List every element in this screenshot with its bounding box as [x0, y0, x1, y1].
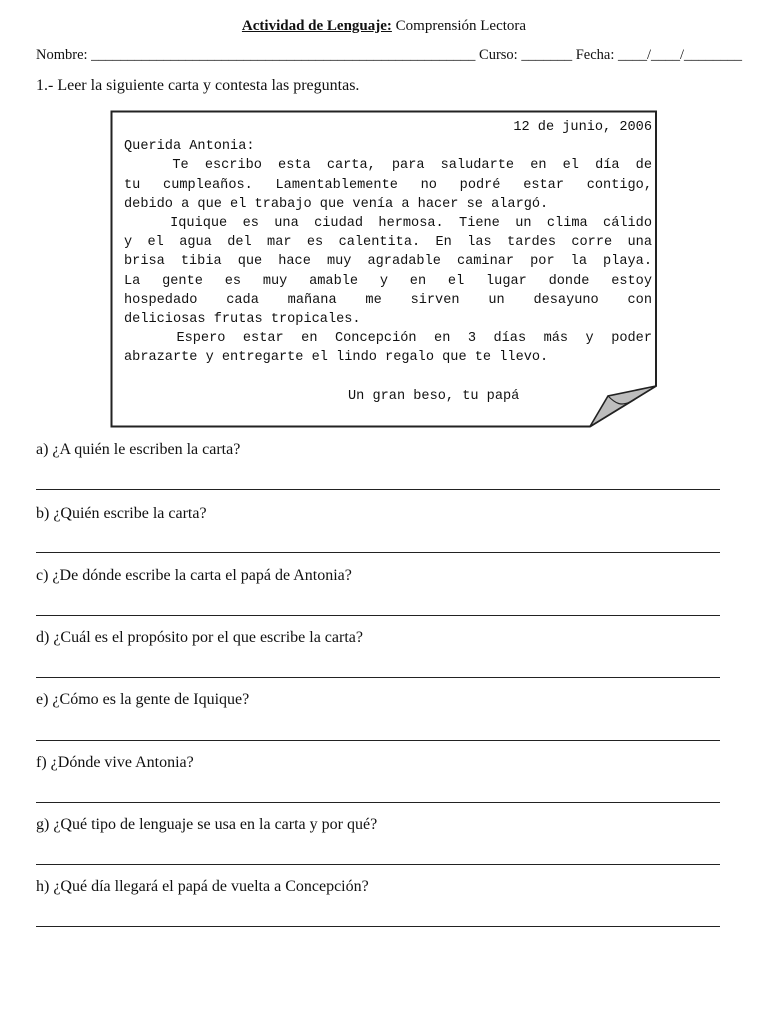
answer-line-e[interactable]: [36, 740, 720, 741]
letter-line: La gente es muy amable y en el lugar donde estoy: [124, 273, 652, 289]
letter-line: abrazarte y entregarte el lindo regalo que te llevo.: [124, 350, 549, 366]
title-rest: Comprensión Lectora: [395, 18, 527, 34]
letter-line: Espero estar en Concepción en 3 días más y poder: [124, 331, 652, 347]
letter-line: debido a que el trabajo que venía a hacer se alargó.: [124, 196, 549, 212]
worksheet-title: [0, 18, 768, 35]
letter-greeting: Querida Antonia:: [124, 139, 255, 155]
answer-line-d[interactable]: [36, 677, 720, 678]
instruction: 1.- Leer la siguiente carta y contesta las preguntas.: [36, 77, 360, 94]
letter-signature: Un gran beso, tu papá: [348, 388, 520, 404]
question-h: h) ¿Qué día llegará el papá de vuelta a Concepción?: [36, 878, 369, 895]
letter-line: deliciosas frutas tropicales.: [124, 312, 361, 328]
letter-date: 12 de junio, 2006: [513, 120, 652, 135]
question-e: e) ¿Cómo es la gente de Iquique?: [36, 691, 250, 708]
letter-line: brisa tibia que hace muy agradable caminar por la playa.: [124, 254, 652, 270]
letter-line: tu cumpleaños. Lamentablemente no podré estar contigo,: [124, 177, 652, 193]
letter-text: [124, 118, 652, 406]
letter-line: hospedado cada mañana me sirven un desayuno con: [124, 292, 652, 308]
answer-line-h[interactable]: [36, 926, 720, 927]
letter-line: y el agua del mar es calentita. En las tardes corre una: [124, 235, 652, 251]
question-g: g) ¿Qué tipo de lenguaje se usa en la carta y por qué?: [36, 816, 378, 833]
question-c: c) ¿De dónde escribe la carta el papá de Antonia?: [36, 567, 352, 584]
answer-line-b[interactable]: [36, 552, 720, 553]
title-bold: Actividad de Lenguaje:: [241, 18, 392, 34]
question-a: a) ¿A quién le escriben la carta?: [36, 441, 241, 458]
question-b: b) ¿Quién escribe la carta?: [36, 505, 207, 522]
answer-line-f[interactable]: [36, 802, 720, 803]
answer-line-g[interactable]: [36, 864, 720, 865]
letter-line: Iquique es una ciudad hermosa. Tiene un clima cálido: [124, 216, 652, 232]
answer-line-c[interactable]: [36, 615, 720, 616]
question-d: d) ¿Cuál es el propósito por el que escribe la carta?: [36, 629, 363, 646]
student-info-line: Nombre: _____________________________________________________ Curso: _______ Fecha: ____/____/________: [36, 47, 743, 63]
letter-card: [110, 110, 656, 426]
question-f: f) ¿Dónde vive Antonia?: [36, 754, 194, 771]
answer-line-a[interactable]: [36, 489, 720, 490]
letter-line: Te escribo esta carta, para saludarte en el día de: [124, 158, 652, 174]
